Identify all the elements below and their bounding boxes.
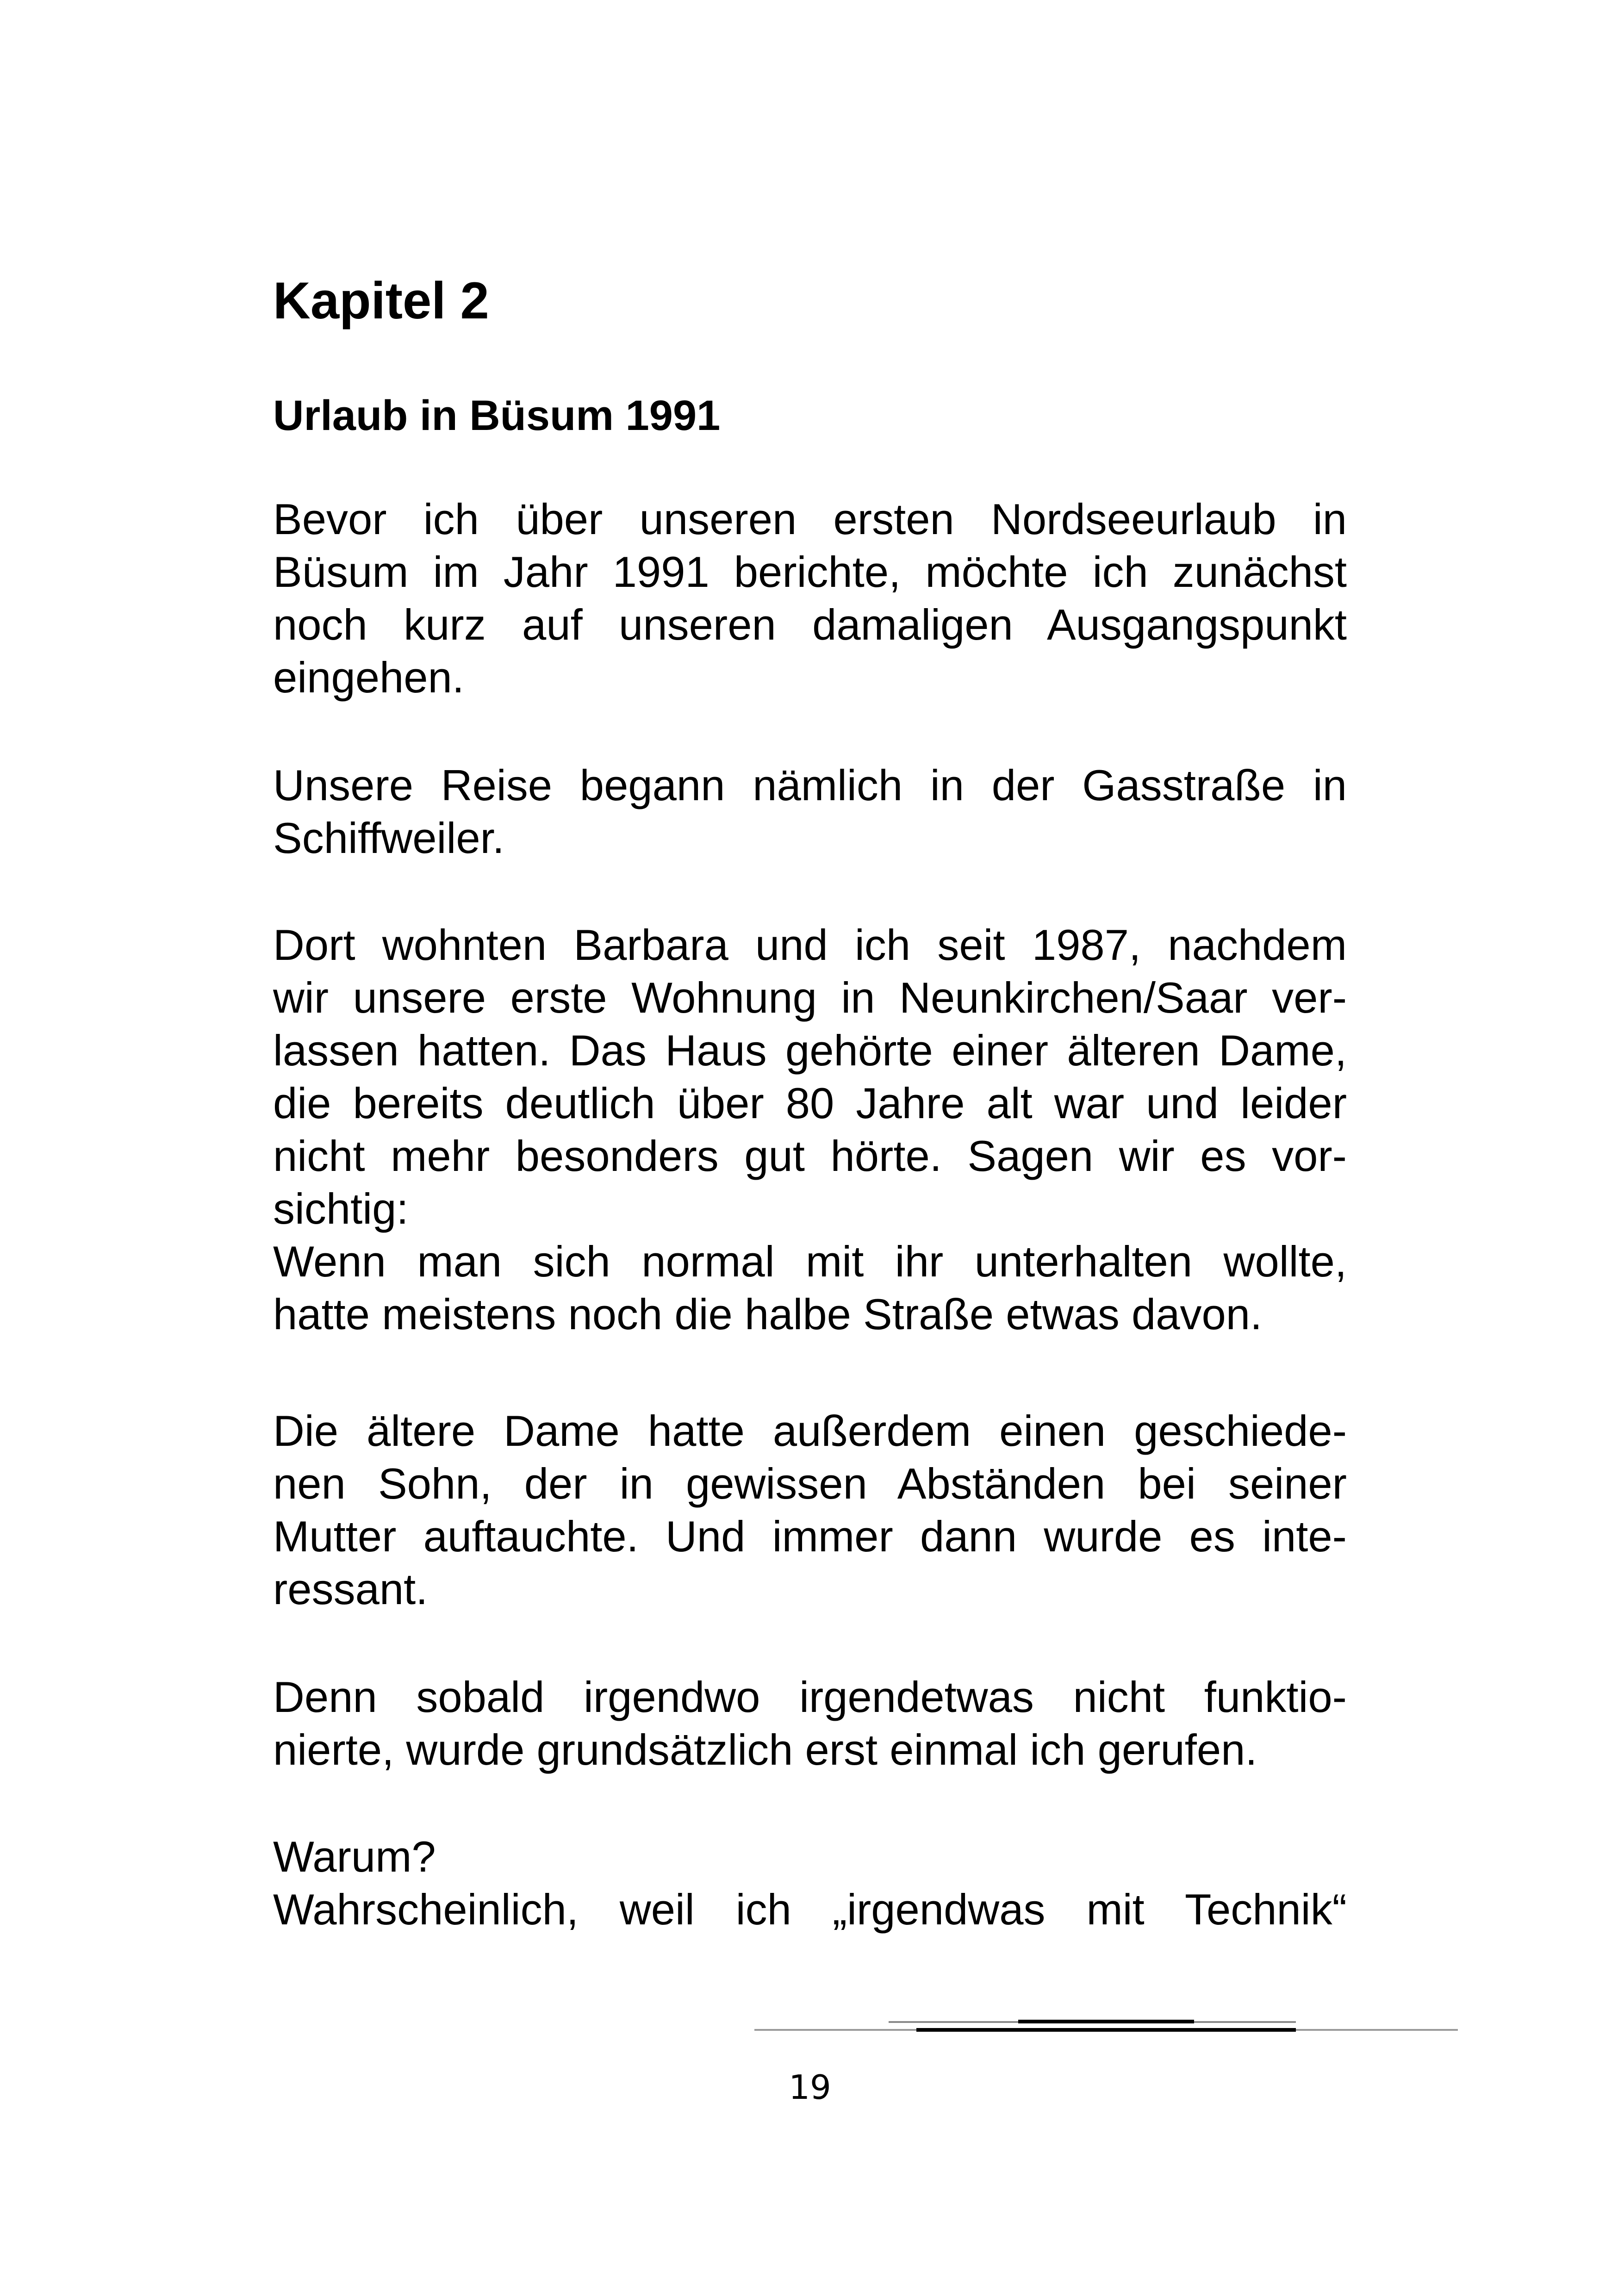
text-line: Die ältere Dame hatte außerdem einen geschiede- [273, 1406, 1347, 1455]
text-line: lassen hatten. Das Haus gehörte einer älteren Dame, [273, 1026, 1347, 1075]
text-line: noch kurz auf unseren damaligen Ausgangspunkt [273, 600, 1347, 649]
text-line: nicht mehr besonders gut hörte. Sagen wir es vor- [273, 1132, 1347, 1180]
paragraph-4 [273, 1405, 1347, 1616]
section-title: Urlaub in Büsum 1991 [273, 392, 721, 439]
text-line: eingehen. [273, 653, 464, 702]
page-number: 19 [789, 2068, 831, 2107]
footer-rule-accent [1018, 2020, 1194, 2023]
text-line: Schiffweiler. [273, 814, 504, 862]
text-line: Dort wohnten Barbara und ich seit 1987, nachdem [273, 921, 1347, 969]
text-line: Warum? [273, 1832, 436, 1881]
footer-rule-bold [916, 2028, 1296, 2032]
paragraph-5 [273, 1671, 1347, 1776]
text-line: Büsum im Jahr 1991 berichte, möchte ich zunächst [273, 548, 1347, 596]
text-line: Bevor ich über unseren ersten Nordseeurlaub in [273, 495, 1347, 543]
paragraph-3 [273, 919, 1347, 1341]
text-line: nierte, wurde grundsätzlich erst einmal ich gerufen. [273, 1725, 1257, 1774]
paragraph-2 [273, 759, 1347, 865]
text-line: die bereits deutlich über 80 Jahre alt war und leider [273, 1079, 1347, 1127]
text-line: ressant. [273, 1565, 428, 1613]
text-line: sichtig: [273, 1184, 409, 1233]
text-line: Wahrscheinlich, weil ich „irgendwas mit Technik“ [273, 1885, 1347, 1934]
text-line: hatte meistens noch die halbe Straße etwas davon. [273, 1290, 1263, 1338]
text-line: Unsere Reise begann nämlich in der Gasstraße in [273, 761, 1347, 809]
text-line: Mutter auftauchte. Und immer dann wurde es inte- [273, 1512, 1347, 1561]
chapter-title: Kapitel 2 [273, 272, 489, 330]
text-line: Denn sobald irgendwo irgendetwas nicht funktio- [273, 1673, 1347, 1721]
text-line: Wenn man sich normal mit ihr unterhalten wollte, [273, 1237, 1347, 1286]
text-line: nen Sohn, der in gewissen Abständen bei seiner [273, 1459, 1347, 1508]
paragraph-1 [273, 493, 1347, 704]
paragraph-6 [273, 1830, 1347, 1936]
text-line: wir unsere erste Wohnung in Neunkirchen/Saar ver- [273, 973, 1347, 1022]
